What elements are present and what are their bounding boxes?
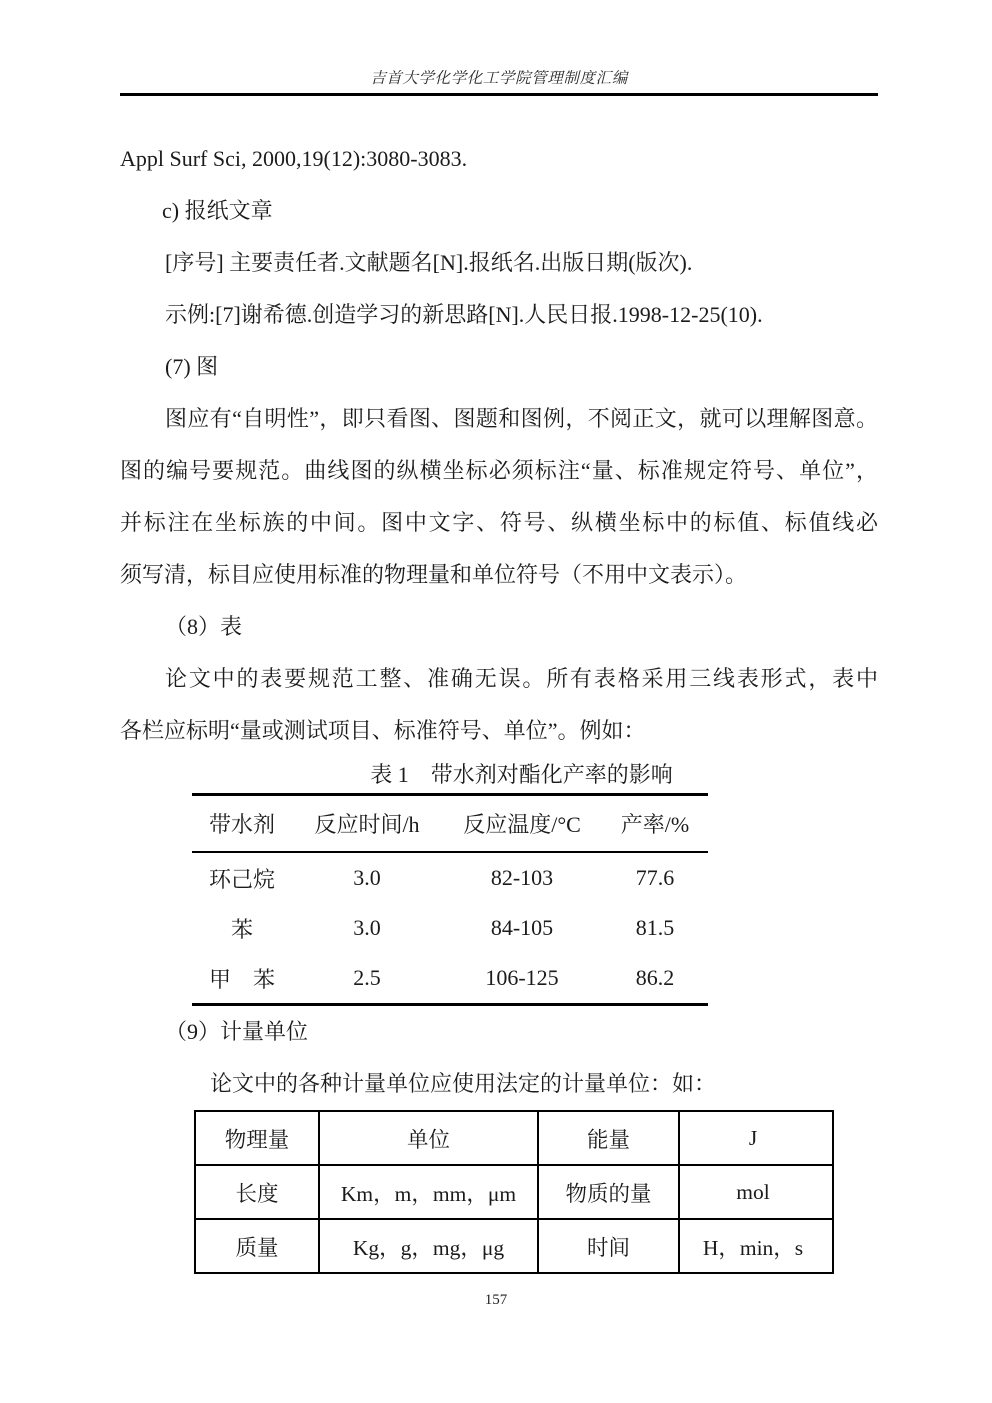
- body-line: [序号] 主要责任者.文献题名[N].报纸名.出版日期(版次).: [165, 250, 693, 275]
- table2-row: [196, 1112, 832, 1164]
- page-header-title: 吉首大学化学化工学院管理制度汇编: [370, 70, 628, 87]
- table1-cell: 3.0: [353, 865, 381, 890]
- table1-cell: 77.6: [635, 865, 675, 890]
- table1-cell: 甲 苯: [208, 966, 275, 992]
- table1-row: [192, 853, 708, 903]
- table1-row: [192, 953, 708, 1003]
- body-line: 论文中的各种计量单位应使用法定的计量单位：如：: [210, 1071, 717, 1096]
- table2-cell: 单位: [318, 1112, 537, 1164]
- document-body: [120, 133, 878, 1274]
- table1-cell: 82-103: [490, 865, 554, 890]
- table2-cell: J: [678, 1112, 826, 1164]
- body-line: 示例:[7]谢希德.创造学习的新思路[N].人民日报.1998-12-25(10).: [165, 302, 763, 327]
- table2-cell: Km，m，mm，μm: [318, 1166, 537, 1218]
- table2-cell: 物质的量: [537, 1166, 678, 1218]
- body-line: 并标注在坐标族的中间。图中文字、符号、纵横坐标中的标值、标值线必: [120, 510, 878, 535]
- table1-header-cell: 反应时间/h: [314, 812, 420, 837]
- table1-cell: 2.5: [353, 965, 381, 990]
- table1-cell: 86.2: [635, 965, 675, 990]
- body-line: c) 报纸文章: [162, 198, 273, 223]
- table2-cell: Kg，g，mg，μg: [318, 1220, 537, 1272]
- table1-cell: 84-105: [490, 915, 554, 940]
- body-line: 各栏应标明“量或测试项目、标准符号、单位”。例如：: [120, 718, 646, 743]
- body-line: （9）计量单位: [165, 1019, 309, 1044]
- table2-row: [196, 1164, 832, 1218]
- table1-row: [192, 903, 708, 953]
- table2-cell: 长度: [235, 1181, 279, 1206]
- table1-header-cell: 反应温度/°C: [463, 812, 581, 837]
- table2-row: [196, 1218, 832, 1272]
- body-line: (7) 图: [165, 354, 219, 379]
- table2-cell: 质量: [235, 1235, 279, 1260]
- table2-cell: H，min，s: [678, 1220, 826, 1272]
- table2-cell: 物理量: [224, 1127, 290, 1152]
- body-line: 图的编号要规范。曲线图的纵横坐标必须标注“量、标准规定符号、单位”，: [120, 458, 878, 483]
- table1-header-cell: 带水剂: [208, 812, 275, 837]
- table2-cell: 时间: [537, 1220, 678, 1272]
- table-2: [194, 1110, 834, 1274]
- table1-title: 表 1 带水剂对酯化产率的影响: [370, 762, 673, 787]
- table1-cell: 苯: [230, 916, 253, 942]
- table1-cell: 106-125: [485, 965, 559, 990]
- table1-cell: 3.0: [353, 915, 381, 940]
- body-line: 论文中的表要规范工整、准确无误。所有表格采用三线表形式，表中: [165, 666, 878, 691]
- header-rule: [120, 93, 878, 96]
- table1-cell: 81.5: [635, 915, 675, 940]
- body-line: Appl Surf Sci, 2000,19(12):3080-3083.: [120, 146, 468, 171]
- body-line: （8）表: [165, 614, 243, 639]
- table2-cell: 能量: [537, 1112, 678, 1164]
- table2-cell: mol: [678, 1166, 826, 1218]
- table1-header-cell: 产率/%: [620, 812, 690, 837]
- body-line: 图应有“自明性”，即只看图、图题和图例，不阅正文，就可以理解图意。: [165, 406, 878, 431]
- table1-cell: 环己烷: [208, 866, 275, 892]
- body-line: 须写清，标目应使用标准的物理量和单位符号（不用中文表示）。: [120, 562, 748, 587]
- table-1: [192, 793, 708, 1006]
- page-number: 157: [484, 1292, 508, 1308]
- table1-header-row: [192, 796, 708, 853]
